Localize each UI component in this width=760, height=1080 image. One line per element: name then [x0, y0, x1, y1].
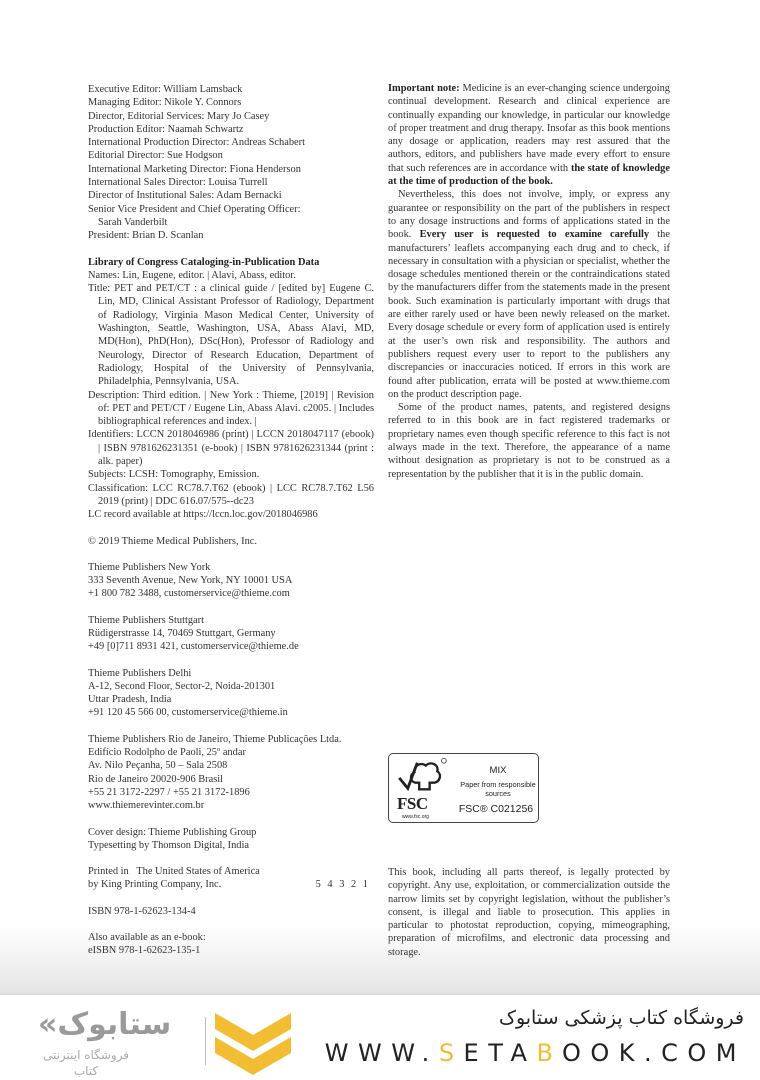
office-line: Edifício Rodolpho de Paoli, 25º andar: [88, 747, 246, 759]
staff-line: Senior Vice President and Chief Operating Officer:: [88, 203, 301, 215]
office-line: +1 800 782 3488, customerservice@thieme.com: [88, 588, 290, 600]
staff-line: Production Editor: Naamah Schwartz: [88, 123, 244, 135]
office-line: Thieme Publishers Stuttgart: [88, 614, 205, 626]
setabook-logo: «ستابوک: [38, 1007, 172, 1042]
staff-line: President: Brian D. Scanlan: [88, 230, 204, 242]
staff-line: International Marketing Director: Fiona Henderson: [88, 163, 301, 175]
office-line: +55 21 3172-2297 / +55 21 3172-1896: [88, 786, 250, 798]
cip-heading: Library of Congress Cataloging-in-Publication Data: [88, 256, 320, 268]
url-part: WWW.: [324, 1039, 439, 1067]
ebook-line: eISBN 978-1-62623-135-1: [88, 945, 201, 957]
fsc-tree-check-icon: [395, 757, 451, 795]
office-line: +91 120 45 566 00, customerservice@thieme.in: [88, 707, 288, 719]
note-bold: Important note:: [388, 83, 460, 94]
ebook-line: Also available as an e-book:: [88, 932, 206, 944]
store-title: فروشگاه کتاب پزشکی ستابوک: [498, 1007, 744, 1029]
legal-notice: This book, including all parts thereof, is legally protected by copyright. Any use, exploitation, or commercialization outside the narrow limits set by copyright legislation, without the publisher’s consent, is illegal and liable to prosecution. This applies in particular to photostat reproduction, copying, mimeographing, preparation of microfilms, and electronic data processing and storage.: [388, 867, 670, 958]
staff-line: Director of Institutional Sales: Adam Bernacki: [88, 190, 282, 202]
setabook-banner: [0, 995, 760, 1080]
isbn: ISBN 978-1-62623-134-4: [88, 905, 196, 917]
office-line: Uttar Pradesh, India: [88, 694, 172, 706]
left-column: [88, 83, 374, 971]
cip-names: Names: Lin, Eugene, editor. | Alavi, Abass, editor.: [88, 269, 296, 281]
cip-title: Title: PET and PET/CT : a clinical guide / [edited by] Eugene C. Lin, MD, Clinical Assistant Professor of Radiology, Department of Radiology, Virginia Mason Medical Center, University of Washington, Seattle, Washington, USA, Abass Alavi, MD, MD(Hon), PhD(Hon), DSc(Hon), Professor of Radiology and Neurology, Director of Research Education, Department of Radiology, Hospital of the University of Pennsylvania, Philadelphia, Pennsylvania, USA.: [88, 283, 374, 388]
note-text: Medicine is an ever-changing science undergoing continual development. Research and clinical experience are continually expanding our knowledge, in particular our knowledge of proper treatment and drug therapy. Insofar as this book mentions any dosage or application, readers may rest assured that the authors, editors, and publishers have made every effort to ensure that such references are in accordance with: [388, 83, 670, 174]
url-part: ETA: [463, 1039, 537, 1067]
fsc-label: [388, 753, 539, 823]
note-bold: the state of knowledge at the time of production of the book.: [388, 162, 670, 188]
fsc-mix: MIX: [489, 765, 507, 776]
note-paragraph-3: Some of the product names, patents, and registered designs referred to in this book are in fact registered trademarks or proprietary names even though specific reference to this fact is not always made in the text. Therefore, the appearance of a name without designation as proprietary is not to be construed as a representation by the publisher that it is in the public domain.: [388, 402, 670, 480]
printed-line: Printed in The United States of America: [88, 866, 260, 878]
staff-line: Sarah Vanderbilt: [98, 216, 168, 228]
cip-lc-record: LC record available at https://lccn.loc.gov/2018046986: [88, 509, 318, 521]
credits: [88, 826, 374, 853]
office-line: Thieme Publishers Rio de Janeiro, Thieme Publicações Ltda.: [88, 733, 342, 745]
cip-data: [88, 256, 374, 522]
setabook-chevron-icon: [215, 1013, 291, 1075]
office-line: A-12, Second Floor, Sector-2, Noida-201301: [88, 680, 276, 692]
store-url[interactable]: [325, 1039, 746, 1067]
logo-divider: [205, 1017, 206, 1065]
office-line: Rüdigerstrasse 14, 70469 Stuttgart, Germany: [88, 627, 276, 639]
office-line: Av. Nilo Peçanha, 50 – Sala 2508: [88, 760, 228, 772]
note-text: Nevertheless, this does not involve, imply, or express any guarantee or responsibility on the part of the publishers in respect to any dosage instructions and forms of applications stated in the book.: [388, 189, 670, 241]
cip-classification: Classification: LCC RC78.7.T62 (ebook) | LCC RC78.7.T62 L56 2019 (print) | DDC 616.07/575--dc23: [88, 482, 374, 507]
url-part: OOK.COM: [561, 1039, 746, 1067]
printed-info: [88, 865, 374, 892]
fsc-web: www.fsc.org: [402, 814, 429, 820]
cip-identifiers: Identifiers: LCCN 2018046986 (print) | LCCN 2018047117 (ebook) | ISBN 9781626231351 (e-book) | ISBN 9781626231344 (print : alk. paper): [88, 429, 374, 468]
important-note: [388, 82, 670, 481]
office-line: Thieme Publishers Delhi: [88, 667, 192, 679]
fsc-mark: FSC: [397, 794, 428, 813]
credit-line: Cover design: Thieme Publishing Group: [88, 826, 257, 838]
staff-line: International Production Director: Andreas Schabert: [88, 137, 305, 149]
printer-line: by King Printing Company, Inc.: [88, 879, 222, 891]
office-line: 333 Seventh Avenue, New York, NY 10001 USA: [88, 575, 293, 587]
office-line: +49 [0]711 8931 421, customerservice@thieme.de: [88, 641, 299, 653]
url-part: S: [438, 1039, 464, 1067]
url-part: B: [536, 1039, 562, 1067]
staff-line: International Sales Director: Louisa Turrell: [88, 177, 268, 189]
ebook-info: [88, 931, 374, 958]
credit-line: Typesetting by Thomson Digital, India: [88, 839, 249, 851]
note-paragraph-1: [388, 82, 670, 188]
note-text: the manufacturers’ leaflets accompanying each drug and to check, if necessary in consultation with a physician or specialist, whether the dosage schedules mentioned therein or the contraindications stated by the manufacturers differ from the statements made in the present book. Such examination is particularly important with drugs that are either rarely used or have been newly released on the market. Every dosage schedule or every form of application used is entirely at the user’s own risk and responsibility. The authors and publishers request every user to report to the publishers any discrepancies or inaccuracies noticed. If errors in this work are found after publication, errata will be posted at www.thieme.com on the product description page.: [388, 229, 670, 400]
fsc-code: FSC® C021256: [458, 803, 534, 815]
note-paragraph-2: [388, 188, 670, 401]
cip-description: Description: Third edition. | New York : Thieme, [2019] | Revision of: PET and PET/CT / Eugene Lin, Abass Alavi. c2005. | Includes bibliographical references and index. |: [88, 389, 374, 428]
office-line: Rio de Janeiro 20020-906 Brasil: [88, 773, 224, 785]
office-stuttgart: [88, 614, 374, 654]
staff-line: Director, Editorial Services: Mary Jo Casey: [88, 110, 270, 122]
printer-row: [88, 878, 374, 891]
note-bold: Every user is requested to examine carefully: [419, 229, 650, 241]
impression-number: 5 4 3 2 1: [315, 879, 370, 891]
staff-list: [88, 83, 374, 243]
staff-line: Managing Editor: Nikole Y. Connors: [88, 97, 242, 109]
office-delhi: [88, 667, 374, 720]
copyright: © 2019 Thieme Medical Publishers, Inc.: [88, 535, 258, 547]
staff-line: Editorial Director: Sue Hodgson: [88, 150, 223, 162]
office-line: www.thiemerevinter.com.br: [88, 800, 205, 812]
fsc-paper: Paper from responsible sources: [460, 780, 536, 798]
office-line: Thieme Publishers New York: [88, 561, 211, 573]
staff-line: Executive Editor: William Lamsback: [88, 84, 243, 95]
office-rio: [88, 733, 374, 813]
setabook-logo-subtitle: فروشگاه اینترنتی کتاب: [42, 1048, 130, 1078]
cip-subjects: Subjects: LCSH: Tomography, Emission.: [88, 469, 260, 481]
office-new-york: [88, 561, 374, 601]
